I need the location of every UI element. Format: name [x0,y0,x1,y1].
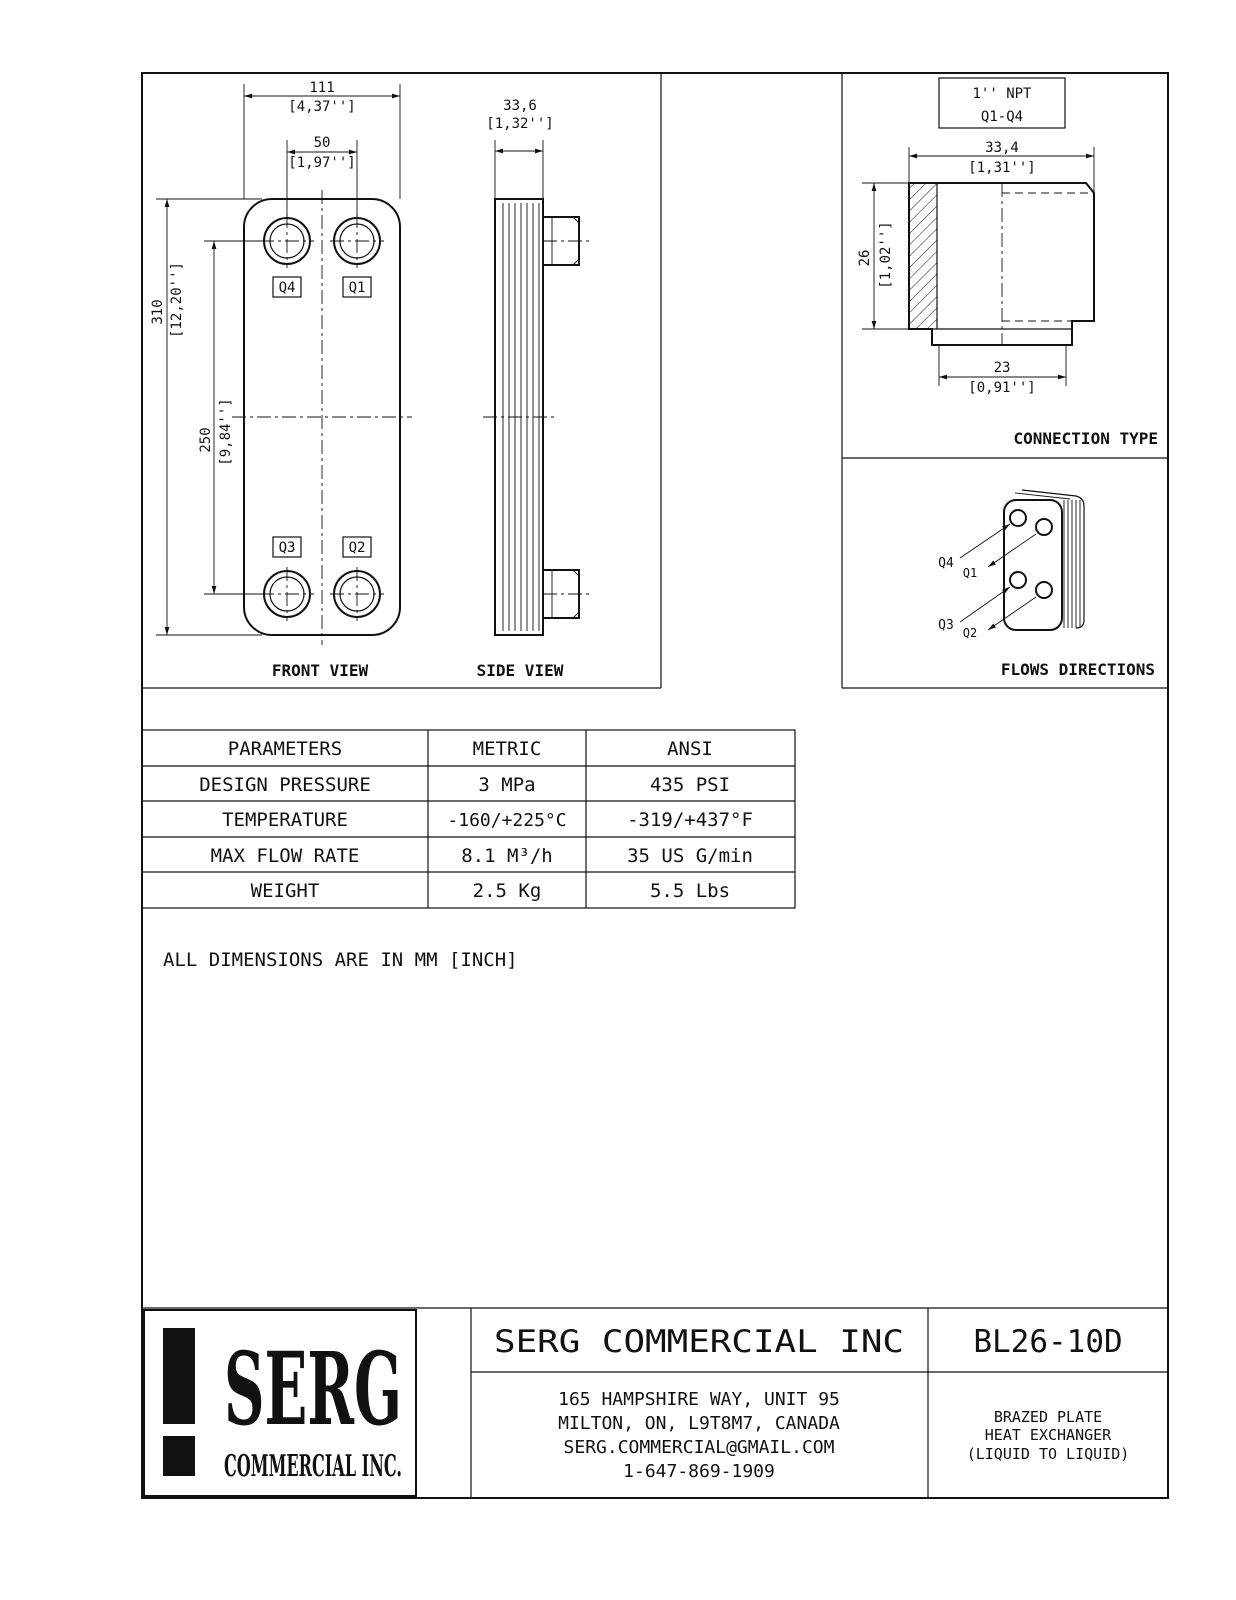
port-q4-circle [260,214,314,268]
dim-conn-inner-in: [0,91''] [968,380,1036,396]
dimensions-note: ALL DIMENSIONS ARE IN MM [INCH] [163,949,518,971]
phone-line: 1-647-869-1909 [623,1461,775,1482]
table-cell-ansi: 435 PSI [649,774,731,796]
port-q2-circle [330,567,384,621]
table-header-ansi: ANSI [667,738,713,760]
dim-height-in: [12,20''] [169,262,185,338]
dim-port-spacing-mm: 50 [313,135,331,151]
dim-conn-width-in: [1,31''] [968,160,1036,176]
port-label-q4: Q4 [278,280,296,296]
flows-directions-view [938,490,1155,679]
dim-conn-inner-mm: 23 [993,360,1011,376]
table-cell-metric: 3 MPa [478,774,536,796]
flow-plate-front [1004,500,1062,630]
connection-type-view [857,78,1158,448]
address-line: MILTON, ON, L9T8M7, CANADA [558,1413,840,1434]
dim-conn-height-mm: 26 [857,249,873,267]
dim-width-mm: 111 [309,80,335,96]
fitting-hatched-wall [909,183,937,329]
port-label-q1: Q1 [348,280,366,296]
logo-main-text: SERG [224,1330,402,1448]
table-cell-metric: 2.5 Kg [472,880,542,902]
flow-label-q2: Q2 [962,626,978,640]
table-cell-metric: 8.1 M³/h [461,845,553,867]
table-cell-ansi: 35 US G/min [627,845,753,867]
logo-sub-text: COMMERCIAL INC. [224,1449,402,1484]
dim-conn-height-in: [1,02''] [878,221,894,289]
port-label-q2: Q2 [348,540,366,556]
connection-type-label: CONNECTION TYPE [1013,429,1158,448]
flow-port-q2 [1036,582,1052,598]
flow-label-q1: Q1 [962,566,978,580]
flow-port-q1 [1036,519,1052,535]
thread-ports: Q1-Q4 [980,109,1024,125]
flow-label-q3: Q3 [938,618,954,633]
table-cell-param: TEMPERATURE [222,809,348,831]
table-cell-param: DESIGN PRESSURE [199,774,371,796]
table-cell-ansi: 5.5 Lbs [649,880,731,902]
description-line: BRAZED PLATE [993,1408,1103,1426]
email-line: SERG.COMMERCIAL@GMAIL.COM [563,1437,835,1458]
specs-table [142,730,795,908]
table-cell-metric: -160/+225°C [447,810,567,831]
flow-port-q3 [1010,572,1026,588]
description-line: HEAT EXCHANGER [984,1426,1112,1444]
table-cell-ansi: -319/+437°F [627,809,753,831]
front-view [150,80,412,680]
logo-bar-icon [163,1328,195,1424]
dim-port-vertical-mm: 250 [198,427,214,453]
dim-port-vertical-in: [9,84''] [218,398,234,466]
title-block [142,1308,1168,1498]
dim-port-spacing-in: [1,97''] [288,155,356,171]
side-view-label: SIDE VIEW [476,661,564,680]
flow-port-q4 [1010,510,1026,526]
dim-conn-width-mm: 33,4 [985,140,1019,156]
flow-label-q4: Q4 [938,556,954,571]
flows-directions-label: FLOWS DIRECTIONS [1000,660,1155,679]
table-cell-param: MAX FLOW RATE [210,845,360,867]
table-header-parameters: PARAMETERS [227,738,343,760]
front-view-label: FRONT VIEW [271,661,369,680]
table-header-metric: METRIC [472,738,542,760]
port-q3-circle [260,567,314,621]
company-name: SERG COMMERCIAL INC [494,1324,904,1360]
port-q1-circle [330,214,384,268]
dim-depth-mm: 33,6 [503,98,537,114]
address-line: 165 HAMPSHIRE WAY, UNIT 95 [558,1389,840,1410]
side-view [477,98,590,680]
thread-type: 1'' NPT [972,86,1032,102]
table-cell-param: WEIGHT [250,880,320,902]
model-number: BL26-10D [973,1324,1123,1360]
description-line: (LIQUID TO LIQUID) [966,1445,1130,1463]
dim-height-mm: 310 [150,299,166,325]
dim-depth-in: [1,32''] [486,116,554,132]
logo-square-icon [163,1436,195,1476]
dim-width-in: [4,37''] [288,99,356,115]
port-label-q3: Q3 [278,540,296,556]
